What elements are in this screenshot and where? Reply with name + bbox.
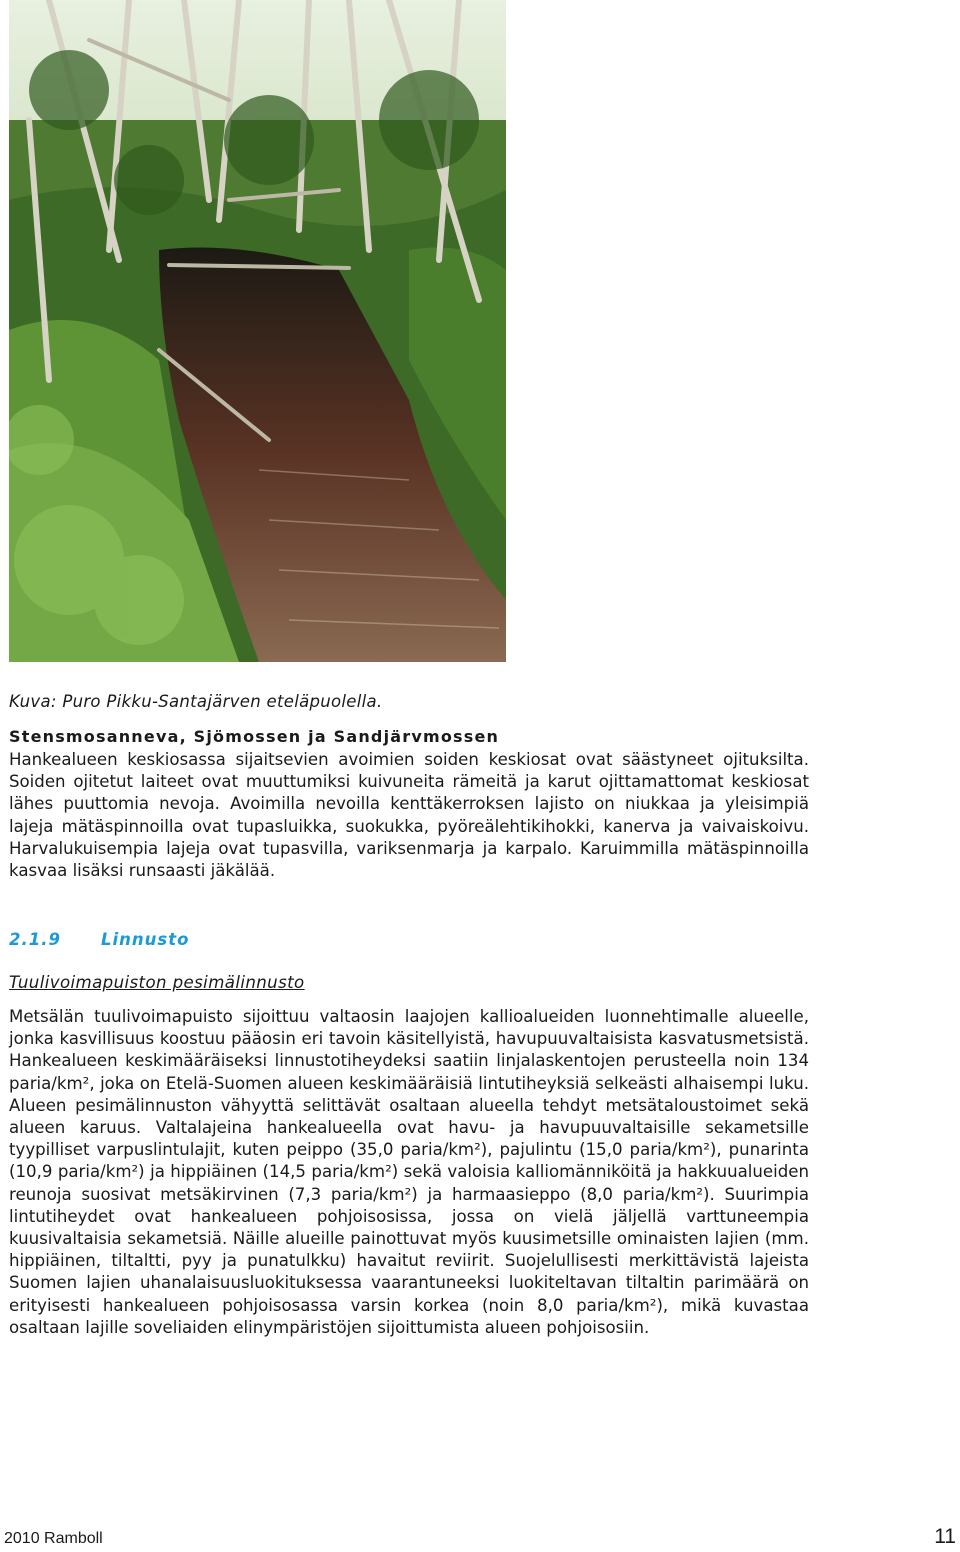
- section-number: 2.1.9: [9, 930, 61, 949]
- page-number: 11: [934, 1525, 956, 1548]
- stream-photo: [9, 0, 506, 662]
- paragraph-bogs: Hankealueen keskiosassa sijaitsevien avoimien soiden keskiosat ovat säästyneet ojituksilta. Soiden ojitetut laiteet ovat muuttumiksi kuivuneita rämeitä ja karut ojittamattomat keskiosat lähes puuttomia nevoja. Avoimilla nevoilla kenttäkerroksen lajisto on niukkaa ja yleisimpiä lajeja mätäspinnoilla ovat tupasluikka, suokukka, pyöreälehtikihokki, kanerva ja vaivaiskoivu. Harvalukuisempia lajeja ovat tupasvilla, variksenmarja ja karpalo. Karuimmilla mätäspinnoilla kasvaa lisäksi runsaasti jäkälää.: [9, 750, 809, 881]
- paragraph-breeding-birds: Metsälän tuulivoimapuisto sijoittuu valtaosin laajojen kallioalueiden luonnehtimalle alueelle, jonka kasvillisuus koostuu pääosin eri tavoin käsitellyistä, havupuuvaltaisista kasvatusmetsistä. Hankealueen keskimääräiseksi linnustotiheydeksi saatiin linjalaskentojen perusteella noin 134 paria/km², joka on Etelä-Suomen alueen keskimääräisiä lintutiheyksiä selkeästi alhaisempi luku. Alueen pesimälinnuston vähyyttä selittävät osaltaan alueella tehdyt metsätaloustoimet sekä alueen karuus. Valtalajeina hankealueella ovat havu- ja havupuuvaltaisille sekametsille tyypilliset varpuslintulajit, kuten peippo (35,0 paria/km²), pajulintu (15,0 paria/km²), punarinta (10,9 paria/km²) ja hippiäinen (14,5 paria/km²) sekä valoisia kalliomänniköitä ja hakkuualueiden reunoja suosivat metsäkirvinen (7,3 paria/km²) ja harmaasieppo (8,0 paria/km²). Suurimpia lintutiheydet ovat hankealueen pohjoisosissa, jossa on vielä jäljellä varttuneempia kuusivaltaisia sekametsiä. Näille alueille painottuvat myös kuusimetsille ominaisten lajien (mm. hippiäinen, tiltaltti, pyy ja punatulkku) havaitut reviirit. Suojelullisesti merkittävistä lajeista Suomen lajien uhanalaisuusluokituksessa vaarantuneeksi luokiteltavan tiltaltin parimäärä on erityisesti hankealueen pohjoisosassa varsin korkea (noin 8,0 paria/km²), mikä kuvastaa osaltaan lajille soveliaiden elinympäristöjen sijoittumista alueen pohjoisosiin.: [9, 1007, 809, 1337]
- section-title-birds: Linnusto: [101, 930, 190, 949]
- forest-stream-illustration: [9, 0, 506, 662]
- footer-publisher: 2010 Ramboll: [4, 1530, 103, 1547]
- photo-caption: Kuva: Puro Pikku-Santajärven eteläpuolella.: [9, 692, 383, 711]
- section-heading-bogs: Stensmosanneva, Sjömossen ja Sandjärvmossen: [9, 727, 500, 746]
- subheading-breeding-birds: Tuulivoimapuiston pesimälinnusto: [9, 973, 305, 992]
